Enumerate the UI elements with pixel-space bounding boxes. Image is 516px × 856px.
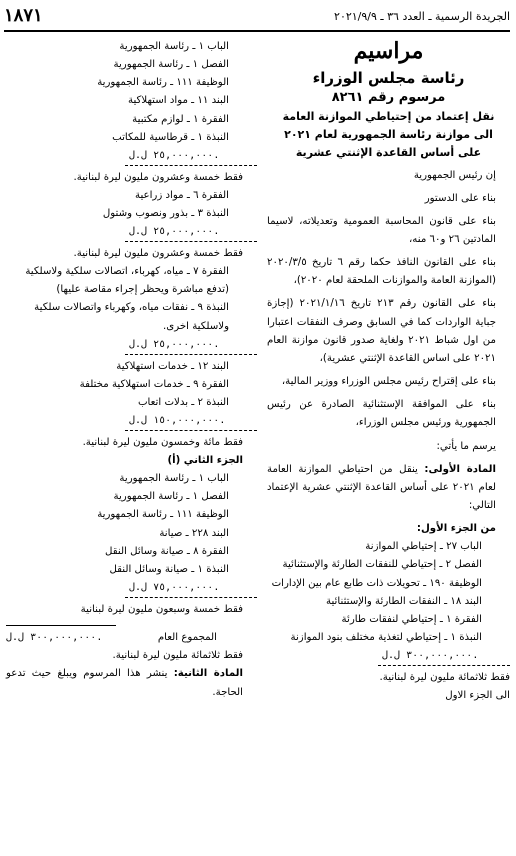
budget-line: (تدفع مباشرة ويحظر إجراء مقاصة عليها) bbox=[56, 284, 229, 296]
budget-line: الباب ١ ـ رئاسة الجمهورية bbox=[119, 41, 229, 52]
preamble-accounting-law: بناء على قانون المحاسبة العمومية وتعديلاته، لاسيما المادتين ٢٦ و٦٠ منه، bbox=[267, 215, 496, 245]
budget-line: البند ٢٢٨ ـ صيانة bbox=[159, 527, 229, 539]
budget-line: النبذة ٣ ـ بذور ونصوب وشتول bbox=[102, 208, 229, 220]
preamble-approval: بناء على الموافقة الإستثنائية الصادرة عن رئيس الجمهورية ورئيس مجلس الوزراء، bbox=[267, 399, 496, 429]
decree-subject bbox=[267, 108, 510, 162]
section-heading: مراسيم bbox=[353, 38, 424, 64]
from-amount-words: فقط ثلاثمائة مليون ليرة لبنانية. bbox=[379, 672, 510, 684]
grand-total-words: فقط ثلاثمائة مليون ليرة لبنانية. bbox=[112, 650, 243, 662]
from-item: الفقرة ١ ـ إحتياطي لنفقات طارئة bbox=[341, 613, 482, 625]
amount-seeds: ٢٥,٠٠٠,٠٠٠ ل.ل. bbox=[125, 223, 257, 242]
amount-words: فقط خمسة وعشرون مليون ليرة لبنانية. bbox=[73, 171, 243, 183]
grand-total-row bbox=[6, 629, 257, 647]
budget-line: الفقرة ٩ ـ خدمات استهلاكية مختلفة bbox=[79, 378, 229, 390]
gazette-issue-title: الجريدة الرسمية ـ العدد ٣٦ ـ ٢٠٢١/٩/٩ bbox=[334, 10, 510, 23]
amount-utilities: ٢٥,٠٠٠,٠٠٠ ل.ل. bbox=[125, 336, 257, 355]
amount-stationery: ٢٥,٠٠٠,٠٠٠ ل.ل. bbox=[125, 147, 257, 166]
subject-line: نقل إعتماد من إحتياطي الموازنة العامة bbox=[282, 110, 495, 124]
budget-line: الفقرة ٨ ـ صيانة وسائل النقل bbox=[105, 545, 229, 557]
budget-line: الفقرة ٧ ـ مياه، كهرباء، اتصالات سلكية ولاسلكية bbox=[25, 266, 229, 278]
preamble-proposal: بناء على إقتراح رئيس مجلس الوزراء ووزير المالية، bbox=[281, 376, 496, 388]
budget-line: الوظيفة ١١١ ـ رئاسة الجمهورية bbox=[97, 509, 229, 521]
budget-line: البند ١٢ ـ خدمات استهلاكية bbox=[116, 360, 229, 372]
budget-line: الفقرة ٦ ـ مواد زراعية bbox=[134, 189, 229, 201]
subject-line: على أساس القاعدة الإثنتي عشرية bbox=[295, 146, 482, 160]
budget-line: النبذة ١ ـ صيانة وسائل النقل bbox=[109, 563, 229, 575]
article-two-label: المادة الثانية: bbox=[173, 668, 243, 680]
amount-maintenance: ٧٥,٠٠٠,٠٠٠ ل.ل. bbox=[125, 579, 257, 598]
right-column bbox=[267, 38, 510, 705]
article-one bbox=[267, 461, 510, 515]
budget-line: الفقرة ١ ـ لوازم مكتبية bbox=[132, 113, 229, 125]
amount-fees: ١٥٠,٠٠٠,٠٠٠ ل.ل. bbox=[125, 412, 257, 431]
budget-line: الباب ١ ـ رئاسة الجمهورية bbox=[119, 473, 229, 485]
budget-line: الفصل ١ ـ رئاسة الجمهورية bbox=[113, 59, 229, 71]
from-part-heading: من الجزء الأول: bbox=[416, 523, 496, 535]
decree-number: مرسوم رقم ٨٢٦١ bbox=[331, 90, 446, 106]
from-item: البند ١٨ ـ النفقات الطارئة والإستثنائية bbox=[326, 595, 482, 607]
budget-line: الفصل ١ ـ رئاسة الجمهورية bbox=[113, 491, 229, 503]
budget-line: البند ١١ ـ مواد استهلاكية bbox=[127, 95, 229, 107]
preamble-constitution: بناء على الدستور bbox=[424, 192, 496, 204]
budget-line: النبذة ٩ ـ نفقات مياه، وكهرباء واتصالات سلكية ولاسلكية اخرى. bbox=[34, 302, 229, 332]
page-header bbox=[4, 4, 510, 32]
from-amount: ٣٠٠,٠٠٠,٠٠٠ ل.ل. bbox=[378, 647, 510, 666]
decrees-text: يرسم ما يأتي: bbox=[436, 440, 496, 452]
to-part-heading: الى الجزء الاول bbox=[445, 690, 510, 702]
authority-heading: رئاسة مجلس الوزراء bbox=[312, 68, 465, 87]
from-item: الفصل ٢ ـ إحتياطي للنفقات الطارئة والإستثنائية bbox=[282, 559, 482, 571]
page-number: ١٨٧١ bbox=[4, 5, 43, 26]
article-two-text: ينشر هذا المرسوم ويبلغ حيث تدعو الحاجة. bbox=[6, 668, 243, 698]
amount-words: فقط مائة وخمسون مليون ليرة لبنانية. bbox=[82, 436, 243, 448]
budget-line: النبذة ١ ـ قرطاسية للمكاتب bbox=[112, 131, 229, 143]
from-item: الباب ٢٧ ـ إحتياطي الموازنة bbox=[365, 541, 482, 553]
budget-line: الوظيفة ١١١ ـ رئاسة الجمهورية bbox=[97, 77, 229, 89]
left-column bbox=[6, 38, 257, 707]
budget-line: النبذة ٢ ـ بدلات اتعاب bbox=[137, 396, 229, 408]
from-item: الوظيفة ١٩٠ ـ تحويلات ذات طابع عام بين الإدارات bbox=[271, 577, 482, 589]
article-one-text: ينقل من احتياطي الموازنة العامة لعام ٢٠٢١ على أساس القاعدة الإثنتي عشرية الإعتماد التالي: bbox=[267, 463, 496, 512]
subject-line: الى موازنة رئاسة الجمهورية لعام ٢٠٢١ bbox=[284, 128, 493, 142]
amount-words: فقط خمسة وعشرون مليون ليرة لبنانية. bbox=[73, 248, 243, 259]
preamble-law-6: بناء على القانون النافذ حكما رقم ٦ تاريخ ٢٠٢٠/٣/٥ (الموازنة العامة والموازنات الملحقة لعام ٢٠٢٠)، bbox=[267, 257, 497, 287]
amount-words: فقط خمسة وسبعون مليون ليرة لبنانية bbox=[80, 603, 243, 615]
grand-total-amount: ٣٠٠,٠٠٠,٠٠٠ ل.ل. bbox=[6, 632, 103, 644]
part-two-heading: الجزء الثاني (أ) bbox=[167, 455, 243, 466]
grand-total-label: المجموع العام bbox=[157, 632, 217, 644]
preamble-law-213: بناء على القانون رقم ٢١٣ تاريخ ٢٠٢١/١/١٦ (إجازة جباية الواردات كما في السابق وصرف النفقات اعتبارا من اول شباط ٢٠٢١ ولغاية صدور قانون موازنة العام ٢٠٢١ على اساس القاعدة الإثنتي عشرية)، bbox=[267, 298, 497, 364]
article-two bbox=[6, 665, 257, 701]
total-rule bbox=[6, 625, 116, 626]
article-one-label: المادة الأولى: bbox=[424, 463, 496, 475]
preamble-president: إن رئيس الجمهورية bbox=[413, 169, 496, 181]
from-item: النبذة ١ ـ إحتياطي لتغذية مختلف بنود الموازنة bbox=[290, 632, 482, 644]
